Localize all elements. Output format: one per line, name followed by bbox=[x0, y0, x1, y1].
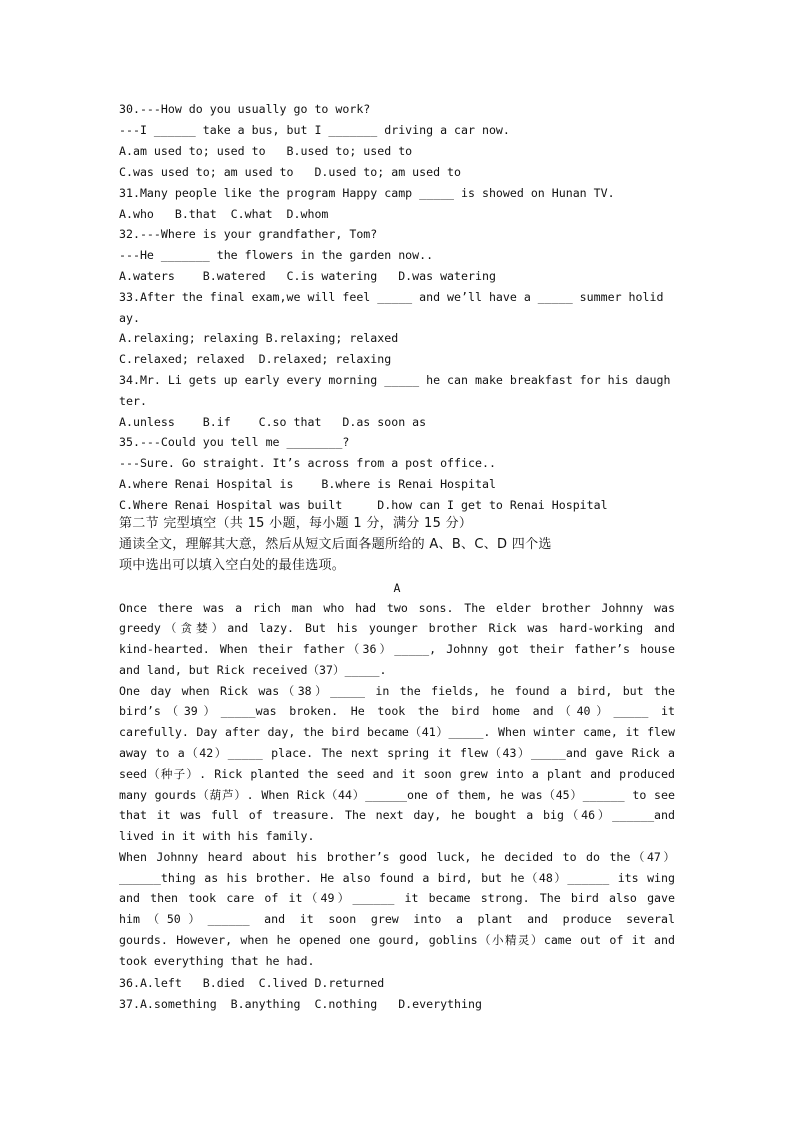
q30-options-cd: C.was used to; am used to D.used to; am used to bbox=[119, 165, 462, 179]
q37-options: 37.A.something B.anything C.nothing D.everything bbox=[119, 997, 482, 1011]
q35-stem: 35.---Could you tell me ________? bbox=[119, 435, 350, 449]
q34-stem-cont: ter. bbox=[119, 394, 147, 408]
passage-line: many gourds（葫芦）. When Rick（44）______one of them, he was（45）______ to see bbox=[119, 788, 675, 802]
q36-options: 36.A.left B.died C.lived D.returned bbox=[119, 976, 385, 990]
passage-line: that it was full of treasure. The next day, he bought a big（46）______and bbox=[119, 808, 675, 822]
passage-line: and land, but Rick received（37）_____. bbox=[119, 663, 387, 677]
passage-line: Once there was a rich man who had two sons. The elder brother Johnny was bbox=[119, 601, 675, 615]
passage-line: greedy（贪婪）and lazy. But his younger brother Rick was hard-working and bbox=[119, 621, 675, 635]
q33-stem-cont: ay. bbox=[119, 311, 140, 325]
passage-line: him（50）______ and it soon grew into a plant and produce several bbox=[119, 912, 675, 926]
q33-options-ab: A.relaxing; relaxing B.relaxing; relaxed bbox=[119, 331, 399, 345]
q31-stem: 31.Many people like the program Happy camp _____ is showed on Hunan TV. bbox=[119, 186, 615, 200]
section-instructions-cont: 项中选出可以填入空白处的最佳选项。 bbox=[119, 558, 346, 573]
passage-line: took everything that he had. bbox=[119, 954, 315, 968]
q31-options: A.who B.that C.what D.whom bbox=[119, 207, 329, 221]
passage-line: bird’s（39）_____was broken. He took the bird home and（40）_____ it bbox=[119, 704, 675, 718]
passage-line: carefully. Day after day, the bird became（41）_____. When winter came, it flew bbox=[119, 725, 675, 739]
passage-line: lived in it with his family. bbox=[119, 829, 315, 843]
q30-options-ab: A.am used to; used to B.used to; used to bbox=[119, 144, 413, 158]
q35-options-cd: C.Where Renai Hospital was built D.how can I get to Renai Hospital bbox=[119, 498, 608, 512]
passage-line: gourds. However, when he opened one gourd, goblins（小精灵）came out of it and bbox=[119, 933, 675, 947]
passage-line: When Johnny heard about his brother’s good luck, he decided to do the（47） bbox=[119, 850, 675, 864]
q33-stem: 33.After the final exam,we will feel _____ and we’ll have a _____ summer holid bbox=[119, 290, 664, 304]
q32-reply: ---He _______ the flowers in the garden now.. bbox=[119, 248, 434, 262]
passage-label: A bbox=[393, 581, 401, 595]
q34-options: A.unless B.if C.so that D.as soon as bbox=[119, 415, 427, 429]
section-heading: 第二节 完型填空（共 15 小题，每小题 1 分，满分 15 分） bbox=[119, 516, 473, 531]
q33-options-cd: C.relaxed; relaxed D.relaxed; relaxing bbox=[119, 352, 392, 366]
passage-line: away to a（42）_____ place. The next spring it flew（43）_____and gave Rick a bbox=[119, 746, 675, 760]
q32-stem: 32.---Where is your grandfather, Tom? bbox=[119, 227, 378, 241]
q35-reply: ---Sure. Go straight. It’s across from a post office.. bbox=[119, 456, 496, 470]
q35-options-ab: A.where Renai Hospital is B.where is Renai Hospital bbox=[119, 477, 496, 491]
q32-options: A.waters B.watered C.is watering D.was watering bbox=[119, 269, 496, 283]
passage-line: ______thing as his brother. He also found a bird, but he（48）______ its wing bbox=[119, 871, 675, 885]
passage-line: kind-hearted. When their father（36）_____, Johnny got their father’s house bbox=[119, 642, 675, 656]
passage-line: seed（种子）. Rick planted the seed and it soon grew into a plant and produced bbox=[119, 767, 675, 781]
passage-line: and then took care of it（49）______ it became strong. The bird also gave bbox=[119, 891, 675, 905]
q34-stem: 34.Mr. Li gets up early every morning _____ he can make breakfast for his daugh bbox=[119, 373, 671, 387]
passage-line: One day when Rick was（38）_____ in the fields, he found a bird, but the bbox=[119, 684, 675, 698]
q30-stem: 30.---How do you usually go to work? bbox=[119, 102, 371, 116]
q30-reply: ---I ______ take a bus, but I _______ driving a car now. bbox=[119, 123, 510, 137]
section-instructions: 通读全文，理解其大意，然后从短文后面各题所给的 A、B、C、D 四个选 bbox=[119, 537, 552, 552]
